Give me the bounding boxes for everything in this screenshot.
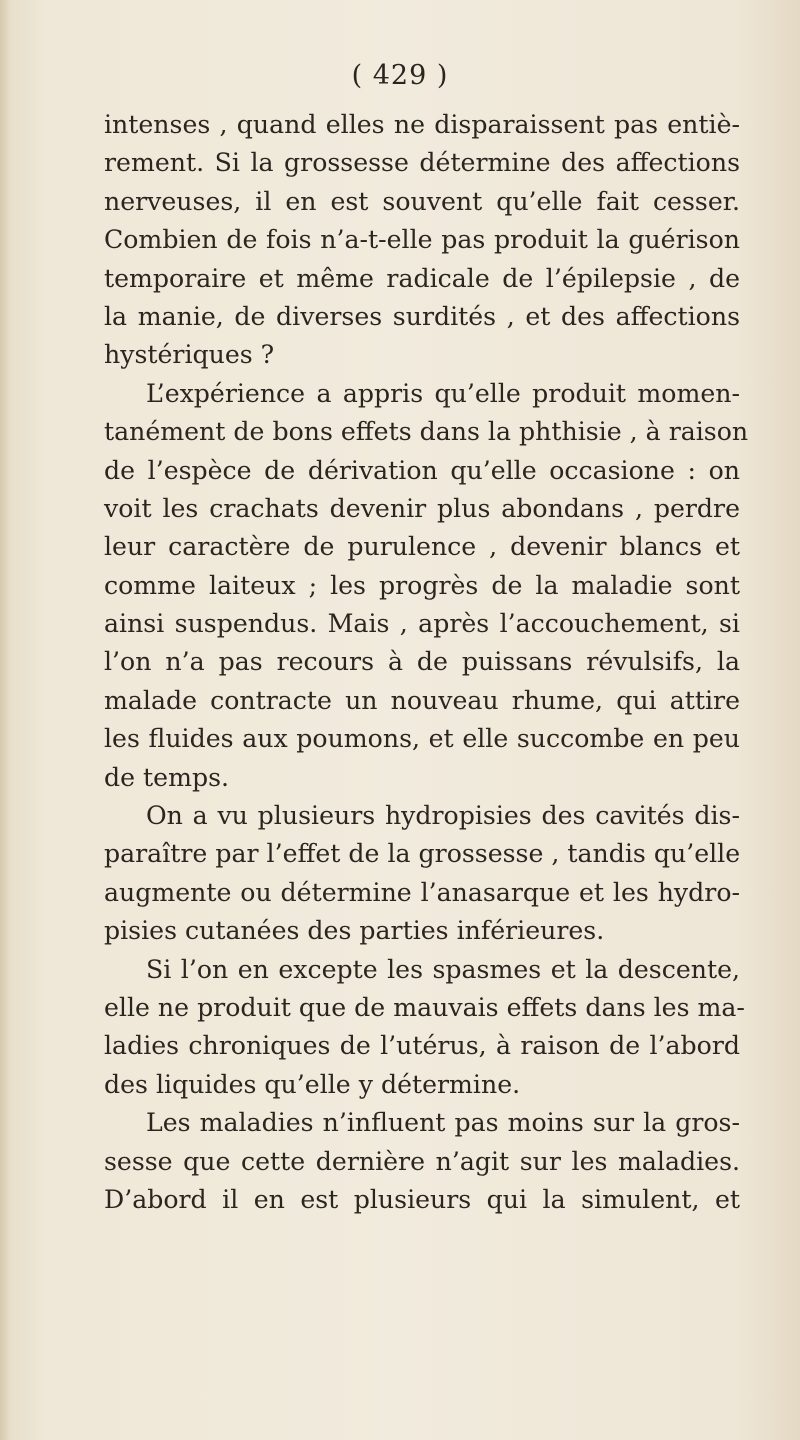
text-line: malade contracte un nouveau rhume, qui attire — [104, 685, 740, 715]
text-line: intenses , quand elles ne disparaissent pas entiè- — [104, 110, 740, 139]
text-line: Si l’on en excepte les spasmes et la descente, — [146, 954, 740, 984]
body-text — [104, 106, 749, 1219]
text-line: comme laiteux ; les progrès de la maladie sont — [104, 570, 740, 600]
text-line: nerveuses, il en est souvent qu’elle fait cesser. — [104, 186, 740, 216]
text-line: augmente ou détermine l’anasarque et les hydro- — [104, 877, 740, 907]
text-line: tanément de bons effets dans la phthisie , à raison — [104, 417, 749, 447]
text-line: hystériques ? — [104, 340, 275, 370]
text-line: ladies chroniques de l’utérus, à raison de l’abord — [104, 1031, 740, 1061]
text-line: leur caractère de purulence , devenir blancs et — [104, 532, 740, 562]
text-line: l’on n’a pas recours à de puissans révulsifs, la — [104, 647, 740, 677]
text-line: paraître par l’effet de la grossesse , tandis qu’elle — [104, 839, 741, 869]
text-line: des liquides qu’elle y détermine. — [104, 1069, 521, 1099]
text-line: de l’espèce de dérivation qu’elle occasione : on — [104, 455, 740, 485]
page-edge-shadow — [0, 0, 10, 1440]
text-line: la manie, de diverses surdités , et des affections — [104, 301, 740, 331]
text-line: Les maladies n’influent pas moins sur la gros- — [146, 1108, 740, 1138]
text-line: temporaire et même radicale de l’épilepsie , de — [104, 263, 740, 293]
text-line: sesse que cette dernière n’agit sur les maladies. — [104, 1146, 740, 1176]
text-line: D’abord il en est plusieurs qui la simulent, et — [104, 1184, 740, 1214]
text-line: de temps. — [104, 762, 230, 792]
text-line: voit les crachats devenir plus abondans , perdre — [104, 493, 740, 523]
text-line: L’expérience a appris qu’elle produit momen- — [146, 378, 740, 408]
text-line: Combien de fois n’a-t-elle pas produit la guérison — [104, 225, 740, 255]
text-line: elle ne produit que de mauvais effets dans les ma- — [104, 992, 745, 1022]
text-line: rement. Si la grossesse détermine des affections — [104, 148, 740, 178]
text-line: les fluides aux poumons, et elle succombe en peu — [104, 724, 740, 754]
page-number: ( 429 ) — [351, 60, 449, 91]
text-line: pisies cutanées des parties inférieures. — [104, 916, 605, 946]
text-line: On a vu plusieurs hydropisies des cavités dis- — [146, 801, 740, 831]
text-line: ainsi suspendus. Mais , après l’accouchement, si — [104, 609, 740, 639]
